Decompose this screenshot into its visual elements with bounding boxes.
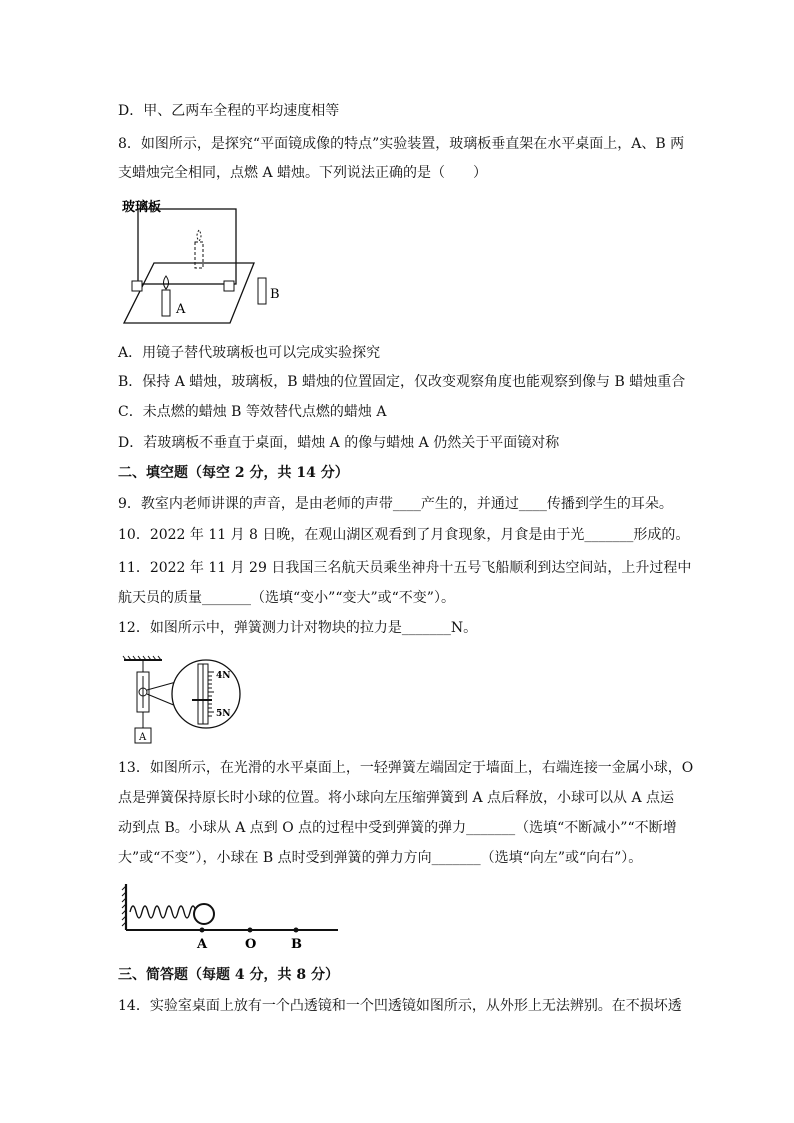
question-12: 12．如图所示中，弹簧测力计对物块的拉力是_______N。 [118, 620, 478, 636]
question-14: 14．实验室桌面上放有一个凸透镜和一个凹透镜如图所示，从外形上无法辨别。在不损坏透 [118, 998, 682, 1014]
plane-mirror-figure [118, 195, 293, 330]
mark-5n: 5N [216, 709, 231, 719]
left-support [132, 281, 142, 291]
question-13: 13．如图所示，在光滑的水平桌面上，一轻弹簧左端固定于墙面上，右端连接一金属小球，O [118, 760, 694, 776]
point-o-label: O [245, 937, 257, 952]
glass-plate-label: 玻璃板 [122, 200, 162, 215]
option-a-q8: A．用镜子替代玻璃板也可以完成实验探究 [118, 345, 381, 361]
zoom-line-top [147, 682, 176, 690]
question-11-cont: 航天员的质量_______（选填“变小”“变大”或“不变”）。 [118, 590, 455, 606]
question-13-cont3: 大”或“不变”），小球在 B 点时受到弹簧的弹力方向_______（选填“向左”或“向右”）。 [118, 850, 643, 866]
option-c-q8: C．未点燃的蜡烛 B 等效替代点燃的蜡烛 A [118, 404, 387, 420]
point-a-label: A [197, 937, 208, 952]
candle-a-flame [164, 276, 169, 289]
image-flame [197, 230, 201, 241]
right-support [224, 281, 234, 291]
question-8-stem-cont: 支蜡烛完全相同，点燃 A 蜡烛。下列说法正确的是（ ） [118, 165, 488, 181]
glass-plate [138, 209, 236, 284]
section-3-heading: 三、简答题（每题 4 分，共 8 分） [118, 967, 339, 983]
section-2-heading: 二、填空题（每空 2 分，共 14 分） [118, 465, 349, 481]
option-b-q8: B．保持 A 蜡烛，玻璃板，B 蜡烛的位置固定，仅改变观察角度也能观察到像与 B 蜡烛重合 [118, 374, 686, 390]
candle-a [162, 290, 170, 316]
point-a-dot [200, 928, 205, 933]
spring-scale-figure [118, 652, 253, 747]
question-11: 11．2022 年 11 月 29 日我国三名航天员乘坐神舟十五号飞船顺利到达空间站，上升过程中 [118, 560, 692, 576]
question-10: 10．2022 年 11 月 8 日晚，在观山湖区观看到了月食现象，月食是由于光_______形成的。 [118, 527, 690, 543]
point-b-label: B [291, 937, 302, 952]
point-o-dot [248, 928, 253, 933]
candle-a-label: A [176, 302, 186, 317]
spring-ball-figure [120, 880, 345, 952]
block-label: A [139, 732, 147, 743]
point-b-dot [294, 928, 299, 933]
option-d-q8: D．若玻璃板不垂直于桌面，蜡烛 A 的像与蜡烛 A 仍然关于平面镜对称 [118, 435, 560, 451]
table-surface [124, 263, 254, 323]
mark-4n: 4N [216, 671, 231, 681]
metal-ball [194, 904, 214, 924]
question-9: 9．教室内老师讲课的声音，是由老师的声带____产生的，并通过____传播到学生的耳朵。 [118, 496, 673, 512]
option-d-q7: D．甲、乙两车全程的平均速度相等 [118, 103, 340, 119]
question-8-stem: 8．如图所示，是探究“平面镜成像的特点”实验装置，玻璃板垂直架在水平桌面上，A、B 两 [118, 136, 685, 152]
question-13-cont1: 点是弹簧保持原长时小球的位置。将小球向左压缩弹簧到 A 点后释放，小球可以从 A 点运 [118, 790, 675, 806]
candle-b [258, 278, 266, 304]
question-13-cont2: 动到点 B。小球从 A 点到 O 点的过程中受到弹簧的弹力_______（选填“不断减小”“不断增 [118, 820, 677, 836]
candle-b-label: B [270, 287, 280, 302]
candle-image [195, 242, 203, 268]
